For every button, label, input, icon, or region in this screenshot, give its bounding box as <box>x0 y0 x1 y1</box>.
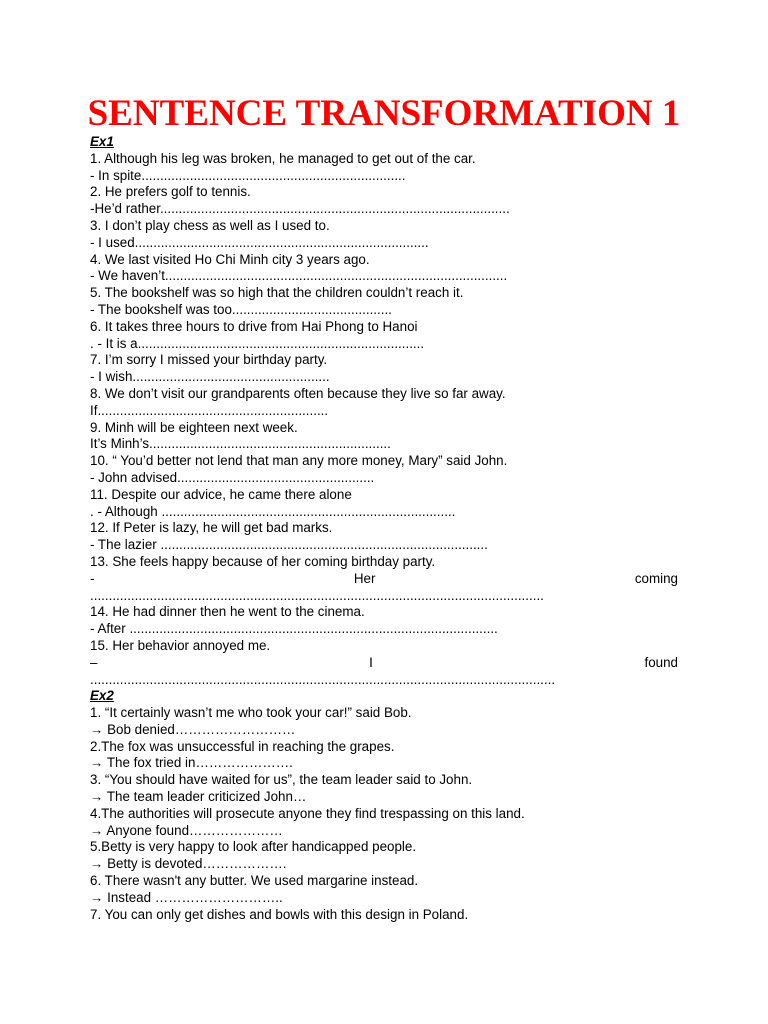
worksheet-line: → The team leader criticized John… <box>90 789 307 805</box>
page-title: SENTENCE TRANSFORMATION 1 <box>87 93 681 134</box>
worksheet-line: 7. I’m sorry I missed your birthday party. <box>90 352 328 368</box>
dash: – <box>90 654 98 670</box>
worksheet-line: 1. Although his leg was broken, he managed to get out of the car. <box>90 150 476 166</box>
worksheet-line: 8. We don’t visit our grandparents often because they live so far away. <box>90 385 506 401</box>
worksheet-line: 4. We last visited Ho Chi Minh city 3 years ago. <box>90 251 370 267</box>
worksheet-line: → Anyone found………………… <box>90 822 283 838</box>
worksheet-line: 5.Betty is very happy to look after handicapped people. <box>90 839 417 855</box>
worksheet-line: 4.The authorities will prosecute anyone they find trespassing on this land. <box>90 805 525 821</box>
worksheet-line: - The lazier ........................................................................................ <box>90 537 488 553</box>
worksheet-line: 10. “ You’d better not lend that man any more money, Mary” said John. <box>90 453 508 469</box>
exercise-2-heading: Ex2 <box>90 688 114 704</box>
worksheet-line: 7. You can only get dishes and bowls with this design in Poland. <box>90 906 469 922</box>
worksheet-line: . - It is a............................................................................. <box>90 335 425 351</box>
word-found: found <box>644 654 678 670</box>
worksheet-line: 1. “It certainly wasn’t me who took your car!” said Bob. <box>90 705 412 721</box>
worksheet-line: 6. There wasn't any butter. We used margarine instead. <box>90 873 419 889</box>
worksheet-line: 6. It takes three hours to drive from Hai Phong to Hanoi <box>90 318 418 334</box>
exercise-1-heading: Ex1 <box>90 134 114 149</box>
worksheet-line: 13. She feels happy because of her coming birthday party. <box>90 553 436 569</box>
worksheet-line: → Instead ……………………….. <box>90 889 283 905</box>
exercise-1-lines-mid <box>90 588 678 655</box>
worksheet-line: 3. I don’t play chess as well as I used to. <box>90 217 330 233</box>
worksheet-line: → The fox tried in…………………. <box>90 755 293 771</box>
dash: - <box>90 570 95 586</box>
worksheet-line: - I wish..................................................... <box>90 369 330 385</box>
worksheet-line: 15. Her behavior annoyed me. <box>90 637 271 653</box>
exercise-2-lines <box>90 705 678 923</box>
worksheet-content <box>90 134 678 923</box>
worksheet-line: . - Although ............................................................................... <box>90 503 456 519</box>
exercise-1-line-15c: ............................................................................................................................. <box>90 671 556 687</box>
worksheet-line: 14. He had dinner then he went to the cinema. <box>90 604 365 620</box>
worksheet-line: - The bookshelf was too........................................... <box>90 301 392 317</box>
worksheet-line: - After ................................................................................................... <box>90 621 498 637</box>
worksheet-line: - I used............................................................................... <box>90 234 429 250</box>
worksheet-line: .......................................................................................................................... <box>90 587 544 603</box>
worksheet-line: - In spite....................................................................... <box>90 167 406 183</box>
worksheet-line: 2. He prefers golf to tennis. <box>90 184 251 200</box>
worksheet-line: → Bob denied……………………… <box>90 721 296 737</box>
word-her: Her <box>353 570 376 586</box>
worksheet-line: 3. “You should have waited for us”, the team leader said to John. <box>90 772 473 788</box>
worksheet-line: 5. The bookshelf was so high that the children couldn’t reach it. <box>90 285 464 301</box>
worksheet-line: → Betty is devoted………………. <box>90 856 287 872</box>
exercise-1-line-15b <box>90 655 678 672</box>
worksheet-line: 11. Despite our advice, he came there alone <box>90 486 352 502</box>
worksheet-line: - We haven’t............................................................................................ <box>90 268 508 284</box>
worksheet-line: 2.The fox was unsuccessful in reaching the grapes. <box>90 738 395 754</box>
worksheet-line: It’s Minh’s................................................................. <box>90 436 391 452</box>
word-coming: coming <box>634 570 678 586</box>
exercise-1-lines <box>90 151 678 571</box>
word-i: I <box>369 654 373 670</box>
exercise-1-line-13b <box>90 571 678 588</box>
worksheet-line: 12. If Peter is lazy, he will get bad marks. <box>90 520 333 536</box>
worksheet-line: 9. Minh will be eighteen next week. <box>90 419 298 435</box>
worksheet-line: - John advised..................................................... <box>90 469 375 485</box>
worksheet-line: -He’d rather.............................................................................................. <box>90 201 510 217</box>
worksheet-line: If.............................................................. <box>90 402 329 418</box>
